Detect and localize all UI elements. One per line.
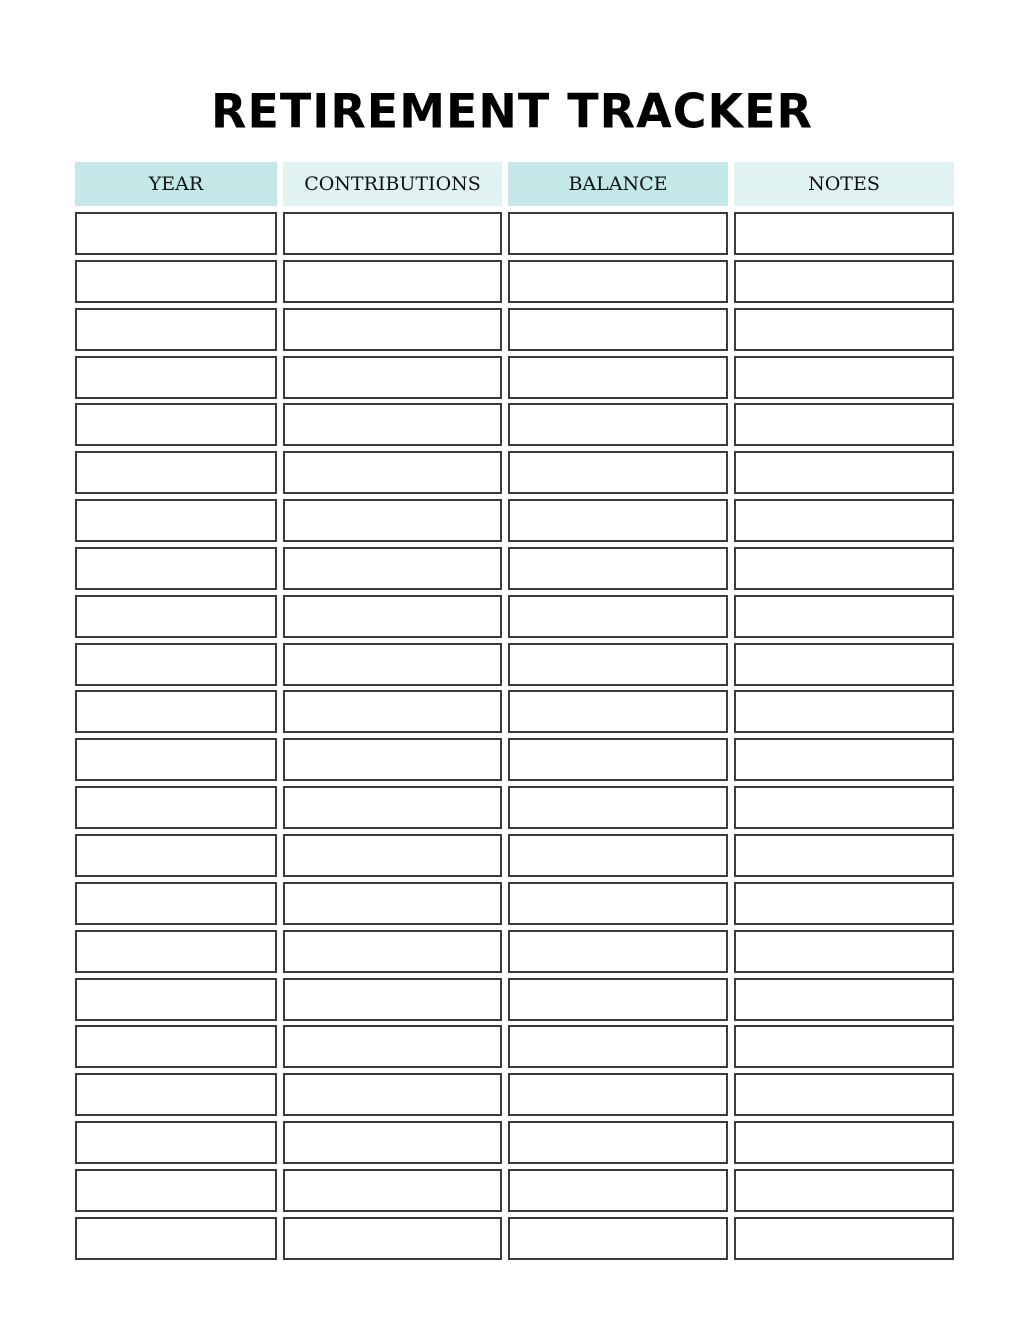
notes-cell[interactable] xyxy=(734,1169,954,1212)
column-header-year: YEAR xyxy=(75,162,277,206)
table-row xyxy=(75,882,954,925)
year-cell[interactable] xyxy=(75,1169,277,1212)
balance-cell[interactable] xyxy=(508,308,728,351)
contributions-cell[interactable] xyxy=(283,690,502,733)
column-header-contributions: CONTRIBUTIONS xyxy=(283,162,502,206)
notes-cell[interactable] xyxy=(734,260,954,303)
notes-cell[interactable] xyxy=(734,451,954,494)
table-body xyxy=(75,212,954,1260)
balance-cell[interactable] xyxy=(508,1025,728,1068)
year-cell[interactable] xyxy=(75,1121,277,1164)
contributions-cell[interactable] xyxy=(283,1073,502,1116)
notes-cell[interactable] xyxy=(734,547,954,590)
contributions-cell[interactable] xyxy=(283,212,502,255)
contributions-cell[interactable] xyxy=(283,1217,502,1260)
contributions-cell[interactable] xyxy=(283,451,502,494)
table-header xyxy=(75,162,954,206)
year-cell[interactable] xyxy=(75,1217,277,1260)
contributions-cell[interactable] xyxy=(283,882,502,925)
year-cell[interactable] xyxy=(75,786,277,829)
notes-cell[interactable] xyxy=(734,499,954,542)
balance-cell[interactable] xyxy=(508,738,728,781)
balance-cell[interactable] xyxy=(508,690,728,733)
notes-cell[interactable] xyxy=(734,1073,954,1116)
notes-cell[interactable] xyxy=(734,595,954,638)
contributions-cell[interactable] xyxy=(283,356,502,399)
contributions-cell[interactable] xyxy=(283,834,502,877)
year-cell[interactable] xyxy=(75,356,277,399)
year-cell[interactable] xyxy=(75,260,277,303)
balance-cell[interactable] xyxy=(508,834,728,877)
contributions-cell[interactable] xyxy=(283,260,502,303)
balance-cell[interactable] xyxy=(508,643,728,686)
table-row xyxy=(75,1073,954,1116)
contributions-cell[interactable] xyxy=(283,1121,502,1164)
balance-cell[interactable] xyxy=(508,930,728,973)
notes-cell[interactable] xyxy=(734,834,954,877)
notes-cell[interactable] xyxy=(734,786,954,829)
notes-cell[interactable] xyxy=(734,690,954,733)
year-cell[interactable] xyxy=(75,690,277,733)
contributions-cell[interactable] xyxy=(283,738,502,781)
notes-cell[interactable] xyxy=(734,882,954,925)
table-row xyxy=(75,595,954,638)
page-title: RETIREMENT TRACKER xyxy=(211,83,813,139)
notes-cell[interactable] xyxy=(734,356,954,399)
year-cell[interactable] xyxy=(75,308,277,351)
year-cell[interactable] xyxy=(75,595,277,638)
notes-cell[interactable] xyxy=(734,308,954,351)
balance-cell[interactable] xyxy=(508,403,728,446)
year-cell[interactable] xyxy=(75,451,277,494)
column-header-balance: BALANCE xyxy=(508,162,728,206)
table-row xyxy=(75,738,954,781)
retirement-table xyxy=(75,162,954,1265)
table-row xyxy=(75,212,954,255)
contributions-cell[interactable] xyxy=(283,643,502,686)
balance-cell[interactable] xyxy=(508,356,728,399)
year-cell[interactable] xyxy=(75,882,277,925)
balance-cell[interactable] xyxy=(508,260,728,303)
table-row xyxy=(75,547,954,590)
table-row xyxy=(75,403,954,446)
balance-cell[interactable] xyxy=(508,499,728,542)
year-cell[interactable] xyxy=(75,1073,277,1116)
contributions-cell[interactable] xyxy=(283,930,502,973)
balance-cell[interactable] xyxy=(508,1121,728,1164)
notes-cell[interactable] xyxy=(734,1025,954,1068)
balance-cell[interactable] xyxy=(508,1217,728,1260)
table-row xyxy=(75,499,954,542)
column-header-notes: NOTES xyxy=(734,162,954,206)
contributions-cell[interactable] xyxy=(283,978,502,1021)
table-row xyxy=(75,451,954,494)
balance-cell[interactable] xyxy=(508,786,728,829)
table-row xyxy=(75,1121,954,1164)
contributions-cell[interactable] xyxy=(283,786,502,829)
balance-cell[interactable] xyxy=(508,212,728,255)
table-row xyxy=(75,1169,954,1212)
notes-cell[interactable] xyxy=(734,403,954,446)
notes-cell[interactable] xyxy=(734,738,954,781)
contributions-cell[interactable] xyxy=(283,403,502,446)
notes-cell[interactable] xyxy=(734,212,954,255)
year-cell[interactable] xyxy=(75,978,277,1021)
year-cell[interactable] xyxy=(75,1025,277,1068)
balance-cell[interactable] xyxy=(508,547,728,590)
table-row xyxy=(75,356,954,399)
table-row xyxy=(75,930,954,973)
balance-cell[interactable] xyxy=(508,1169,728,1212)
table-row xyxy=(75,1217,954,1260)
year-cell[interactable] xyxy=(75,212,277,255)
table-row xyxy=(75,260,954,303)
notes-cell[interactable] xyxy=(734,1121,954,1164)
balance-cell[interactable] xyxy=(508,978,728,1021)
contributions-cell[interactable] xyxy=(283,547,502,590)
balance-cell[interactable] xyxy=(508,882,728,925)
table-row xyxy=(75,786,954,829)
notes-cell[interactable] xyxy=(734,643,954,686)
table-row xyxy=(75,978,954,1021)
year-cell[interactable] xyxy=(75,643,277,686)
table-row xyxy=(75,1025,954,1068)
table-row xyxy=(75,834,954,877)
notes-cell[interactable] xyxy=(734,930,954,973)
contributions-cell[interactable] xyxy=(283,1025,502,1068)
contributions-cell[interactable] xyxy=(283,499,502,542)
year-cell[interactable] xyxy=(75,834,277,877)
balance-cell[interactable] xyxy=(508,451,728,494)
table-row xyxy=(75,308,954,351)
year-cell[interactable] xyxy=(75,738,277,781)
year-cell[interactable] xyxy=(75,499,277,542)
notes-cell[interactable] xyxy=(734,1217,954,1260)
contributions-cell[interactable] xyxy=(283,308,502,351)
year-cell[interactable] xyxy=(75,547,277,590)
year-cell[interactable] xyxy=(75,403,277,446)
table-row xyxy=(75,690,954,733)
balance-cell[interactable] xyxy=(508,1073,728,1116)
table-row xyxy=(75,643,954,686)
balance-cell[interactable] xyxy=(508,595,728,638)
notes-cell[interactable] xyxy=(734,978,954,1021)
contributions-cell[interactable] xyxy=(283,1169,502,1212)
year-cell[interactable] xyxy=(75,930,277,973)
contributions-cell[interactable] xyxy=(283,595,502,638)
